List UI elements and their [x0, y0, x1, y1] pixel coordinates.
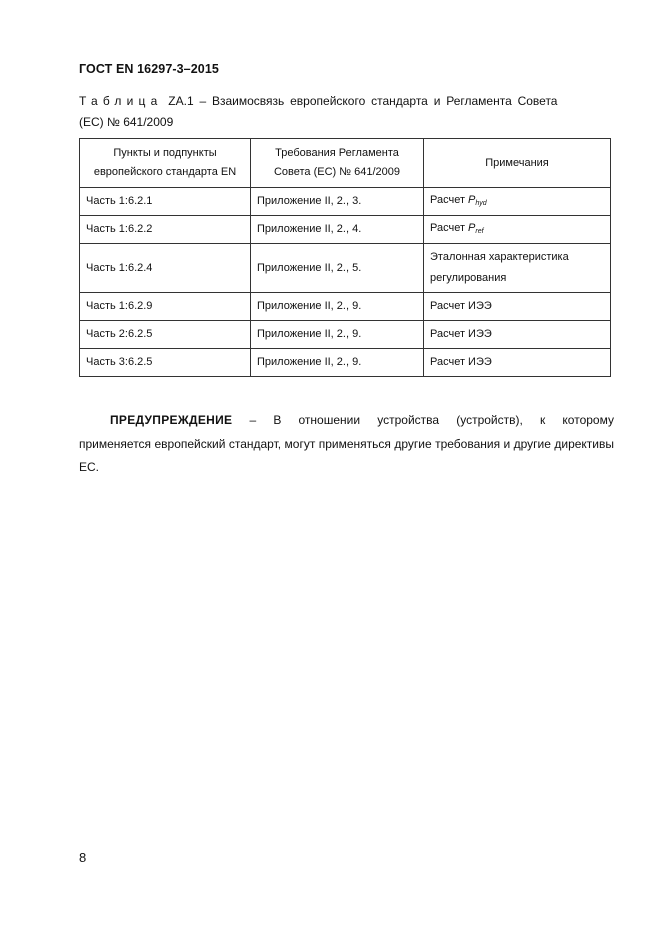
caption-title: – Взаимосвязь европейского стандарта и Регламента Совета [199, 94, 558, 108]
table-header-row [80, 139, 611, 188]
caption-line-2: (ЕС) № 641/2009 [79, 115, 174, 129]
caption-line-1 [79, 91, 614, 112]
note-cell: Расчет ИЭЭ [424, 293, 611, 321]
requirement-cell: Приложение II, 2., 3. [251, 188, 424, 216]
note-subscript: hyd [475, 199, 487, 207]
note-text: Расчет [430, 221, 469, 234]
correspondence-table [79, 138, 611, 377]
requirement-cell: Приложение II, 2., 4. [251, 216, 424, 244]
table-row [80, 216, 611, 244]
table-row [80, 293, 611, 321]
document-id: ГОСТ EN 16297-3–2015 [79, 62, 219, 76]
note-cell: Расчет ИЭЭ [424, 321, 611, 349]
table-row [80, 244, 611, 293]
header-notes: Примечания [424, 139, 611, 188]
clause-cell: Часть 1:6.2.9 [80, 293, 251, 321]
clause-cell: Часть 1:6.2.1 [80, 188, 251, 216]
warning-line-1 [79, 409, 614, 433]
note-cell: Эталонная характеристика регулирования [424, 244, 611, 293]
clause-cell: Часть 1:6.2.4 [80, 244, 251, 293]
requirement-cell: Приложение II, 2., 9. [251, 321, 424, 349]
note-cell: Расчет ИЭЭ [424, 349, 611, 377]
note-subscript: ref [475, 227, 484, 235]
table-caption [79, 91, 614, 133]
table-row [80, 321, 611, 349]
warning-text-rest: применяется европейский стандарт, могут применяться другие требования и другие директивы ЕС. [79, 436, 614, 474]
warning-paragraph [79, 409, 614, 480]
header-clauses: Пункты и подпункты европейского стандарта EN [80, 139, 251, 188]
clause-cell: Часть 1:6.2.2 [80, 216, 251, 244]
table-row [80, 188, 611, 216]
warning-text-start: – В отношении устройства (устройств), к которому [232, 413, 614, 427]
page-number: 8 [79, 850, 87, 865]
note-variable: P [468, 221, 476, 234]
note-cell [424, 216, 611, 244]
header-requirements: Требования Регламента Совета (ЕС) № 641/2009 [251, 139, 424, 188]
clause-cell: Часть 3:6.2.5 [80, 349, 251, 377]
caption-number: ZA.1 [168, 94, 194, 108]
note-text: Расчет [430, 193, 469, 206]
requirement-cell: Приложение II, 2., 9. [251, 293, 424, 321]
warning-label: ПРЕДУПРЕЖДЕНИЕ [110, 413, 233, 427]
note-variable: P [468, 193, 476, 206]
note-cell [424, 188, 611, 216]
caption-label: Таблица [79, 94, 163, 108]
requirement-cell: Приложение II, 2., 5. [251, 244, 424, 293]
clause-cell: Часть 2:6.2.5 [80, 321, 251, 349]
requirement-cell: Приложение II, 2., 9. [251, 349, 424, 377]
table-row [80, 349, 611, 377]
